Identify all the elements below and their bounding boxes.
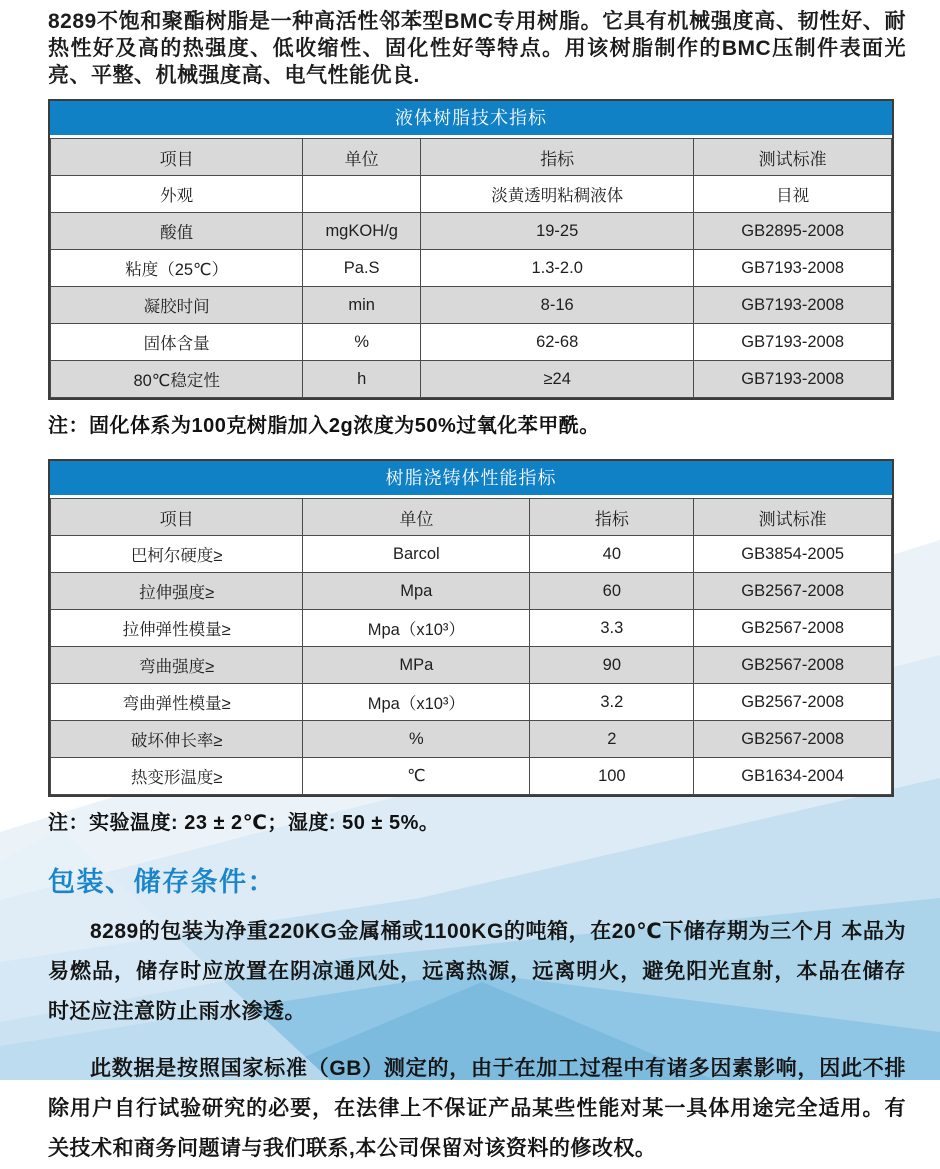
cell-value: 3.2: [530, 684, 694, 721]
cell-item: 固体含量: [51, 324, 303, 361]
cell-standard: GB2895-2008: [694, 213, 892, 250]
cell-item: 拉伸强度≥: [51, 573, 303, 610]
cell-value: 19-25: [421, 213, 694, 250]
cell-value: 90: [530, 647, 694, 684]
table-header-row: [51, 139, 892, 176]
cell-value: 60: [530, 573, 694, 610]
cell-standard: GB2567-2008: [694, 684, 892, 721]
cell-standard: GB2567-2008: [694, 721, 892, 758]
cell-value: 62-68: [421, 324, 694, 361]
cell-value: 3.3: [530, 610, 694, 647]
cell-unit: %: [303, 324, 421, 361]
table-row: [51, 573, 892, 610]
datasheet-content: [48, 8, 906, 1169]
cell-item: 外观: [51, 176, 303, 213]
cell-unit: Mpa: [303, 573, 530, 610]
column-header: 单位: [303, 499, 530, 536]
disclaimer-paragraph: 此数据是按照国家标准（GB）测定的，由于在加工过程中有诸多因素影响，因此不排除用户自行试验研究的必要，在法律上不保证产品某些性能对某一具体用途完全适用。有关技术和商务问题请与我们联系,本公司保留对该资料的修改权。: [48, 1057, 906, 1160]
table-row: [51, 213, 892, 250]
table-header-row: [51, 499, 892, 536]
cell-value: ≥24: [421, 361, 694, 398]
casting-performance-table: [48, 459, 894, 797]
cell-standard: GB2567-2008: [694, 573, 892, 610]
column-header: 指标: [421, 139, 694, 176]
cell-standard: GB1634-2004: [694, 758, 892, 795]
table-row: [51, 684, 892, 721]
cell-unit: h: [303, 361, 421, 398]
table-row: [51, 647, 892, 684]
cell-value: 2: [530, 721, 694, 758]
table-title-liquid-resin: 液体树脂技术指标: [50, 101, 892, 138]
cell-value: 8-16: [421, 287, 694, 324]
table-row: [51, 361, 892, 398]
table-row: [51, 287, 892, 324]
cell-standard: GB2567-2008: [694, 647, 892, 684]
cell-item: 弯曲弹性模量≥: [51, 684, 303, 721]
cell-unit: Mpa（x10³）: [303, 684, 530, 721]
storage-section-heading: 包装、储存条件：: [48, 867, 276, 897]
cell-standard: GB7193-2008: [694, 324, 892, 361]
cell-unit: Pa.S: [303, 250, 421, 287]
cell-item: 酸值: [51, 213, 303, 250]
cell-value: 40: [530, 536, 694, 573]
table-row: [51, 721, 892, 758]
cell-standard: GB7193-2008: [694, 250, 892, 287]
column-header: 测试标准: [694, 139, 892, 176]
table-row: [51, 610, 892, 647]
cell-value: 1.3-2.0: [421, 250, 694, 287]
cell-value: 淡黄透明粘稠液体: [421, 176, 694, 213]
packaging-storage-paragraph: 8289的包装为净重220KG金属桶或1100KG的吨箱，在20℃下储存期为三个月 本品为易燃品，储存时应放置在阴凉通风处，远离热源，远离明火，避免阳光直射，本品在储存时还应注意防止雨水渗透。: [48, 920, 906, 1023]
column-header: 项目: [51, 139, 303, 176]
cell-item: 破坏伸长率≥: [51, 721, 303, 758]
cell-unit: mgKOH/g: [303, 213, 421, 250]
column-header: 测试标准: [694, 499, 892, 536]
product-intro-paragraph: 8289不饱和聚酯树脂是一种高活性邻苯型BMC专用树脂。它具有机械强度高、韧性好、耐热性好及高的热强度、低收缩性、固化性好等特点。用该树脂制作的BMC压制件表面光亮、平整、机械强度高、电气性能优良.: [48, 10, 906, 87]
cell-standard: GB7193-2008: [694, 361, 892, 398]
column-header: 单位: [303, 139, 421, 176]
cell-item: 弯曲强度≥: [51, 647, 303, 684]
cell-unit: [303, 176, 421, 213]
cell-item: 拉伸弹性模量≥: [51, 610, 303, 647]
table-row: [51, 176, 892, 213]
cell-standard: 目视: [694, 176, 892, 213]
table-row: [51, 250, 892, 287]
cell-item: 凝胶时间: [51, 287, 303, 324]
column-header: 项目: [51, 499, 303, 536]
note-test-conditions: 注：实验温度: 23 ± 2℃；湿度: 50 ± 5%。: [48, 812, 440, 834]
cell-unit: %: [303, 721, 530, 758]
cell-item: 热变形温度≥: [51, 758, 303, 795]
column-header: 指标: [530, 499, 694, 536]
table-row: [51, 536, 892, 573]
liquid-resin-spec-table: [48, 99, 894, 400]
cell-standard: GB2567-2008: [694, 610, 892, 647]
cell-unit: min: [303, 287, 421, 324]
cell-item: 80℃稳定性: [51, 361, 303, 398]
cell-standard: GB7193-2008: [694, 287, 892, 324]
cell-value: 100: [530, 758, 694, 795]
note-curing-system: 注：固化体系为100克树脂加入2g浓度为50%过氧化苯甲酰。: [48, 415, 600, 437]
table-row: [51, 758, 892, 795]
cell-standard: GB3854-2005: [694, 536, 892, 573]
cell-unit: Barcol: [303, 536, 530, 573]
table-row: [51, 324, 892, 361]
cell-unit: Mpa（x10³）: [303, 610, 530, 647]
cell-item: 巴柯尔硬度≥: [51, 536, 303, 573]
cell-unit: ℃: [303, 758, 530, 795]
cell-item: 粘度（25℃）: [51, 250, 303, 287]
cell-unit: MPa: [303, 647, 530, 684]
table-title-casting: 树脂浇铸体性能指标: [50, 461, 892, 498]
